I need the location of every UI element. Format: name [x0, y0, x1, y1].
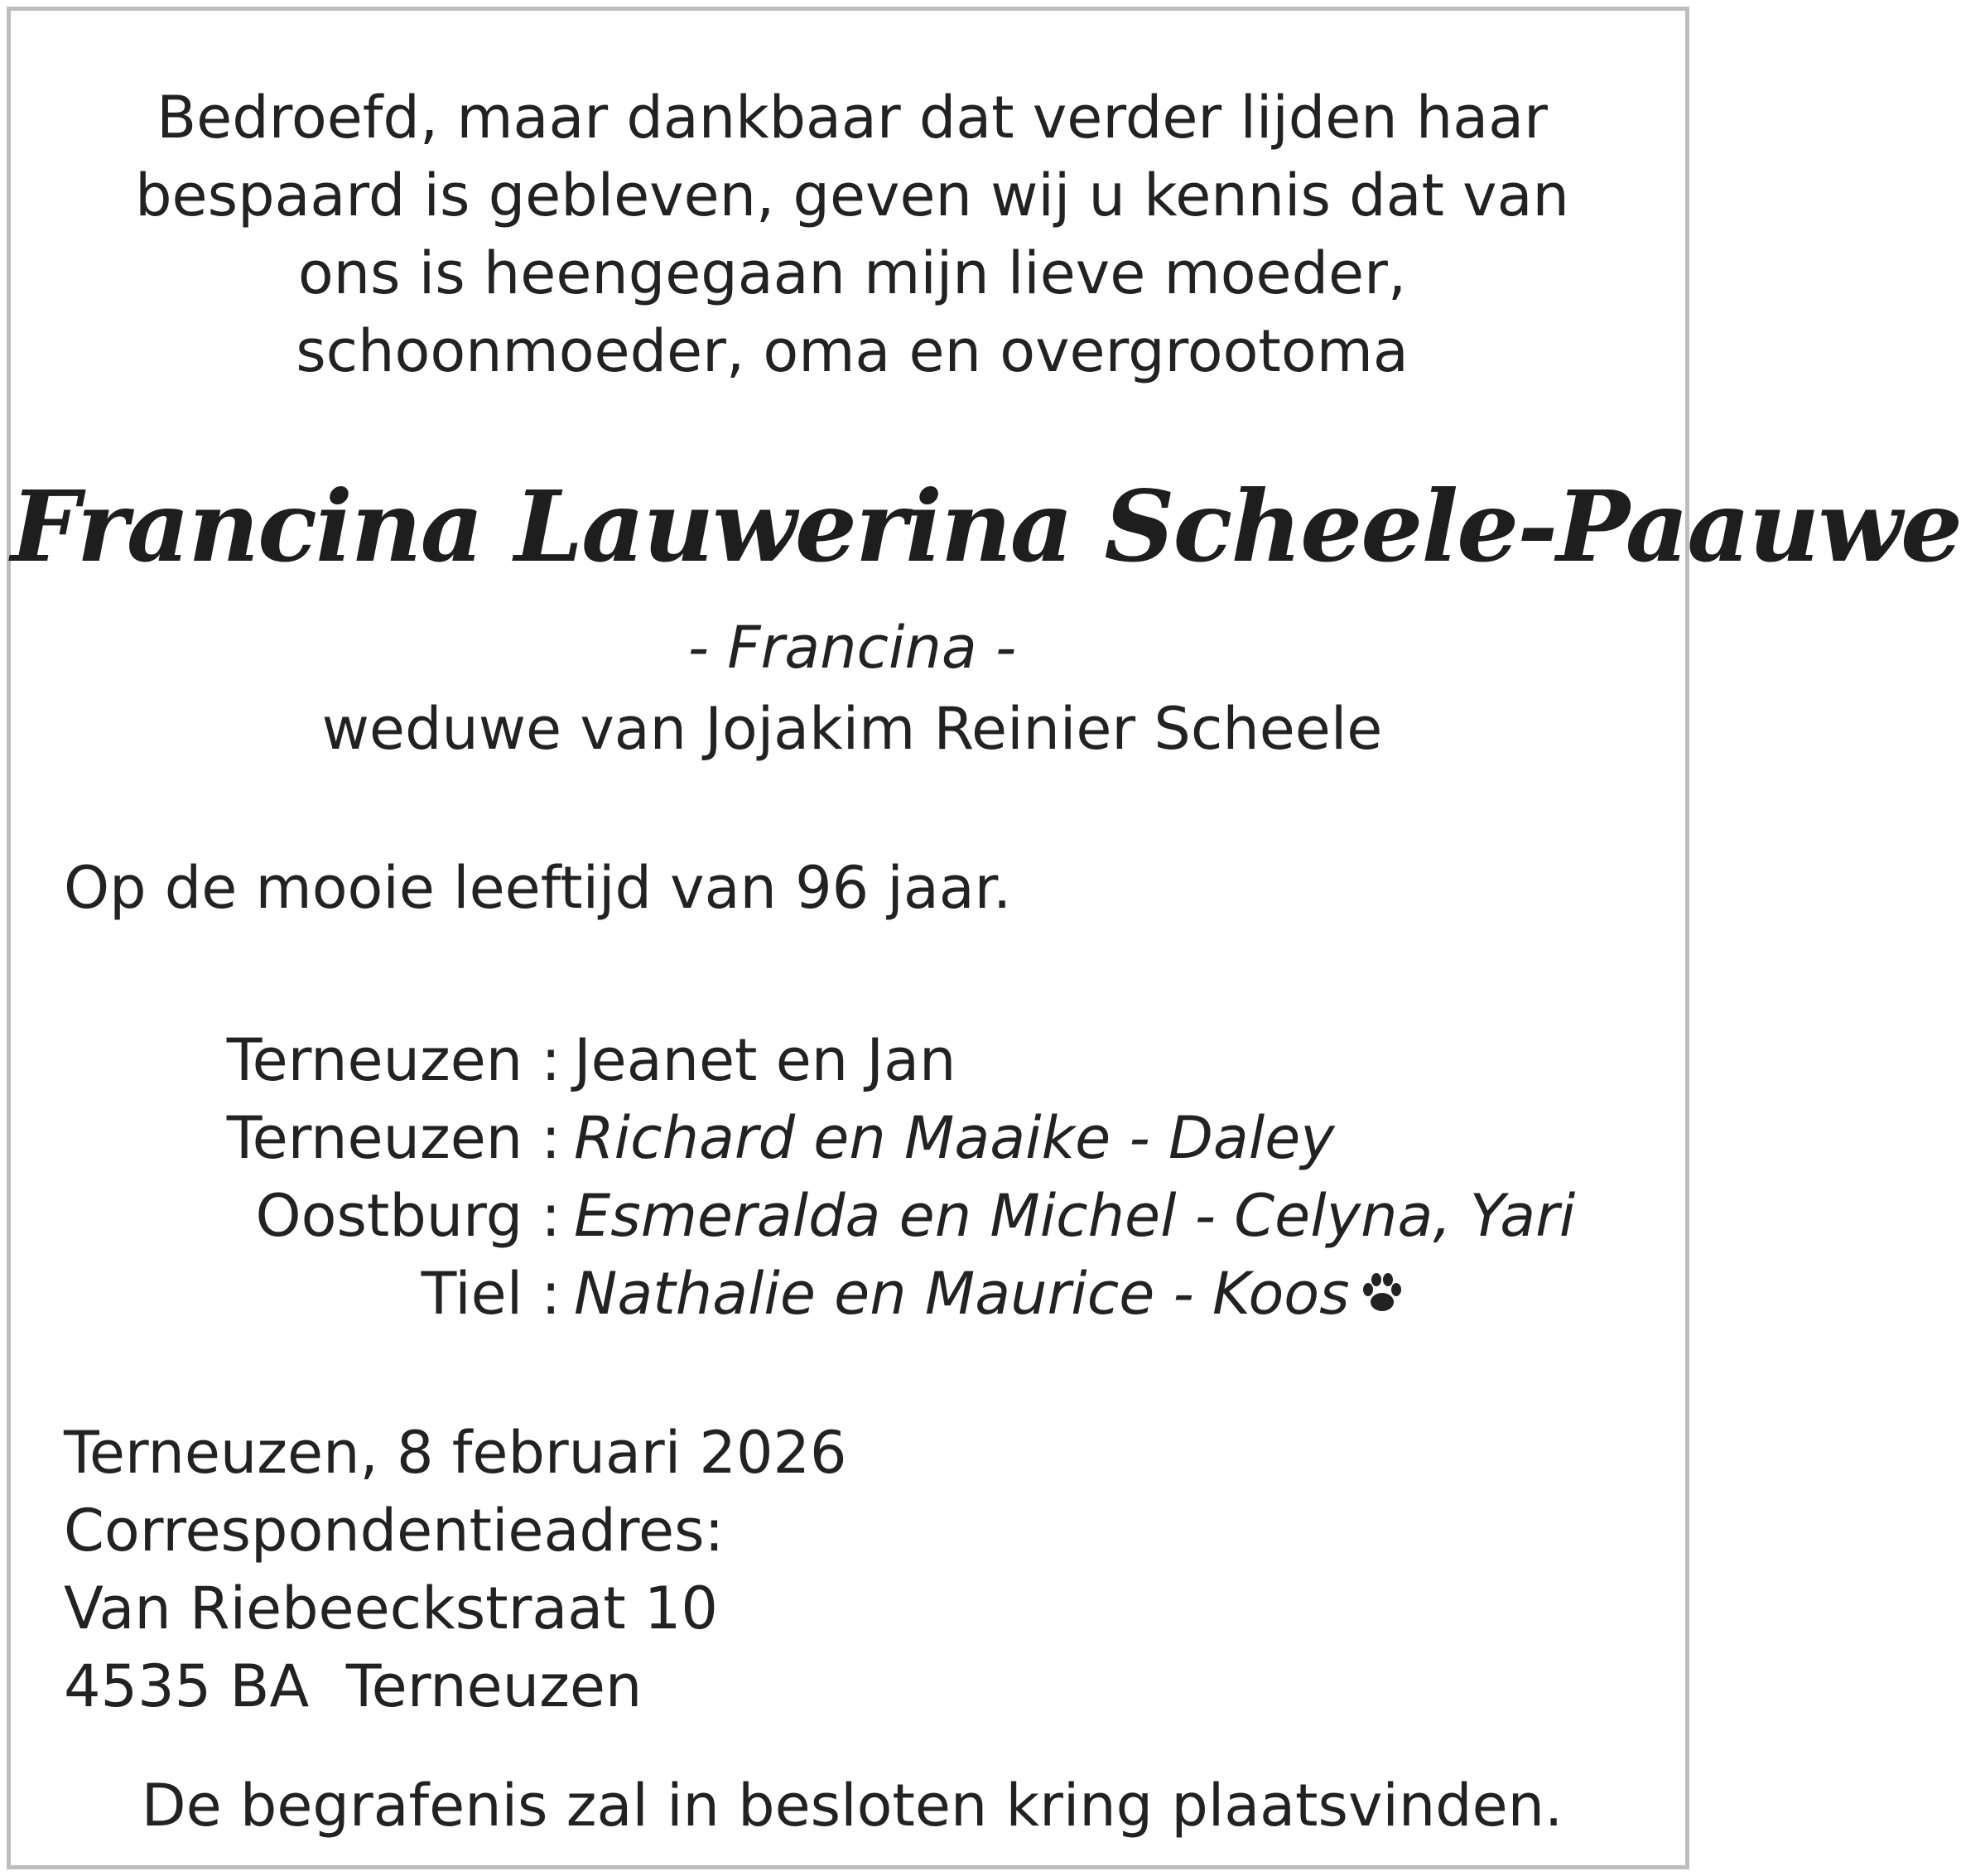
paw-print-icon	[1358, 1258, 1406, 1336]
age-line: Op de mooie leeftijd van 96 jaar.	[64, 854, 1012, 922]
intro-line: bespaard is gebleven, geven wij u kennis dat van	[135, 162, 1569, 229]
address-label: Correspondentieadres:	[64, 1497, 725, 1565]
family-names: Jeanet en Jan	[574, 1026, 956, 1094]
address-street: Van Riebeeckstraat 10	[64, 1575, 718, 1642]
intro-text	[11, 79, 1694, 390]
family-names: Esmeralda en Michel - Celyna, Yari	[574, 1182, 1576, 1250]
place-date: Terneuzen, 8 februari 2026	[64, 1419, 847, 1487]
intro-line: schoonmoeder, oma en overgrootoma	[296, 317, 1409, 385]
intro-line: ons is heengegaan mijn lieve moeder,	[297, 239, 1407, 307]
widow-of-line: weduwe van Jojakim Reinier Scheele	[321, 695, 1383, 763]
family-place: Terneuzen :	[226, 1104, 561, 1172]
family-row	[11, 1021, 1694, 1099]
family-names: Richard en Maaike - Daley	[574, 1104, 1335, 1172]
family-place: Terneuzen :	[226, 1026, 561, 1094]
address-postal-city: 4535 BA Terneuzen	[64, 1652, 643, 1720]
family-row	[11, 1255, 1694, 1333]
family-list	[11, 1021, 1694, 1333]
family-names-with-icon	[574, 1255, 1406, 1336]
family-row	[11, 1099, 1694, 1177]
family-names: Nathalie en Maurice - Koos	[574, 1260, 1350, 1328]
family-place: Tiel :	[421, 1260, 561, 1328]
intro-line: Bedroefd, maar dankbaar dat verder lijden haar	[157, 84, 1548, 152]
address-block	[64, 1414, 847, 1725]
family-row	[11, 1177, 1694, 1255]
deceased-nickname: - Francina -	[687, 614, 1017, 682]
closing-line: De begrafenis zal in besloten kring plaatsvinden.	[141, 1772, 1564, 1840]
deceased-name: Francina Lauwerina Scheele-Paauwe	[11, 469, 1961, 584]
family-place: Oostburg :	[255, 1182, 561, 1250]
announcement-frame	[7, 7, 1961, 1869]
